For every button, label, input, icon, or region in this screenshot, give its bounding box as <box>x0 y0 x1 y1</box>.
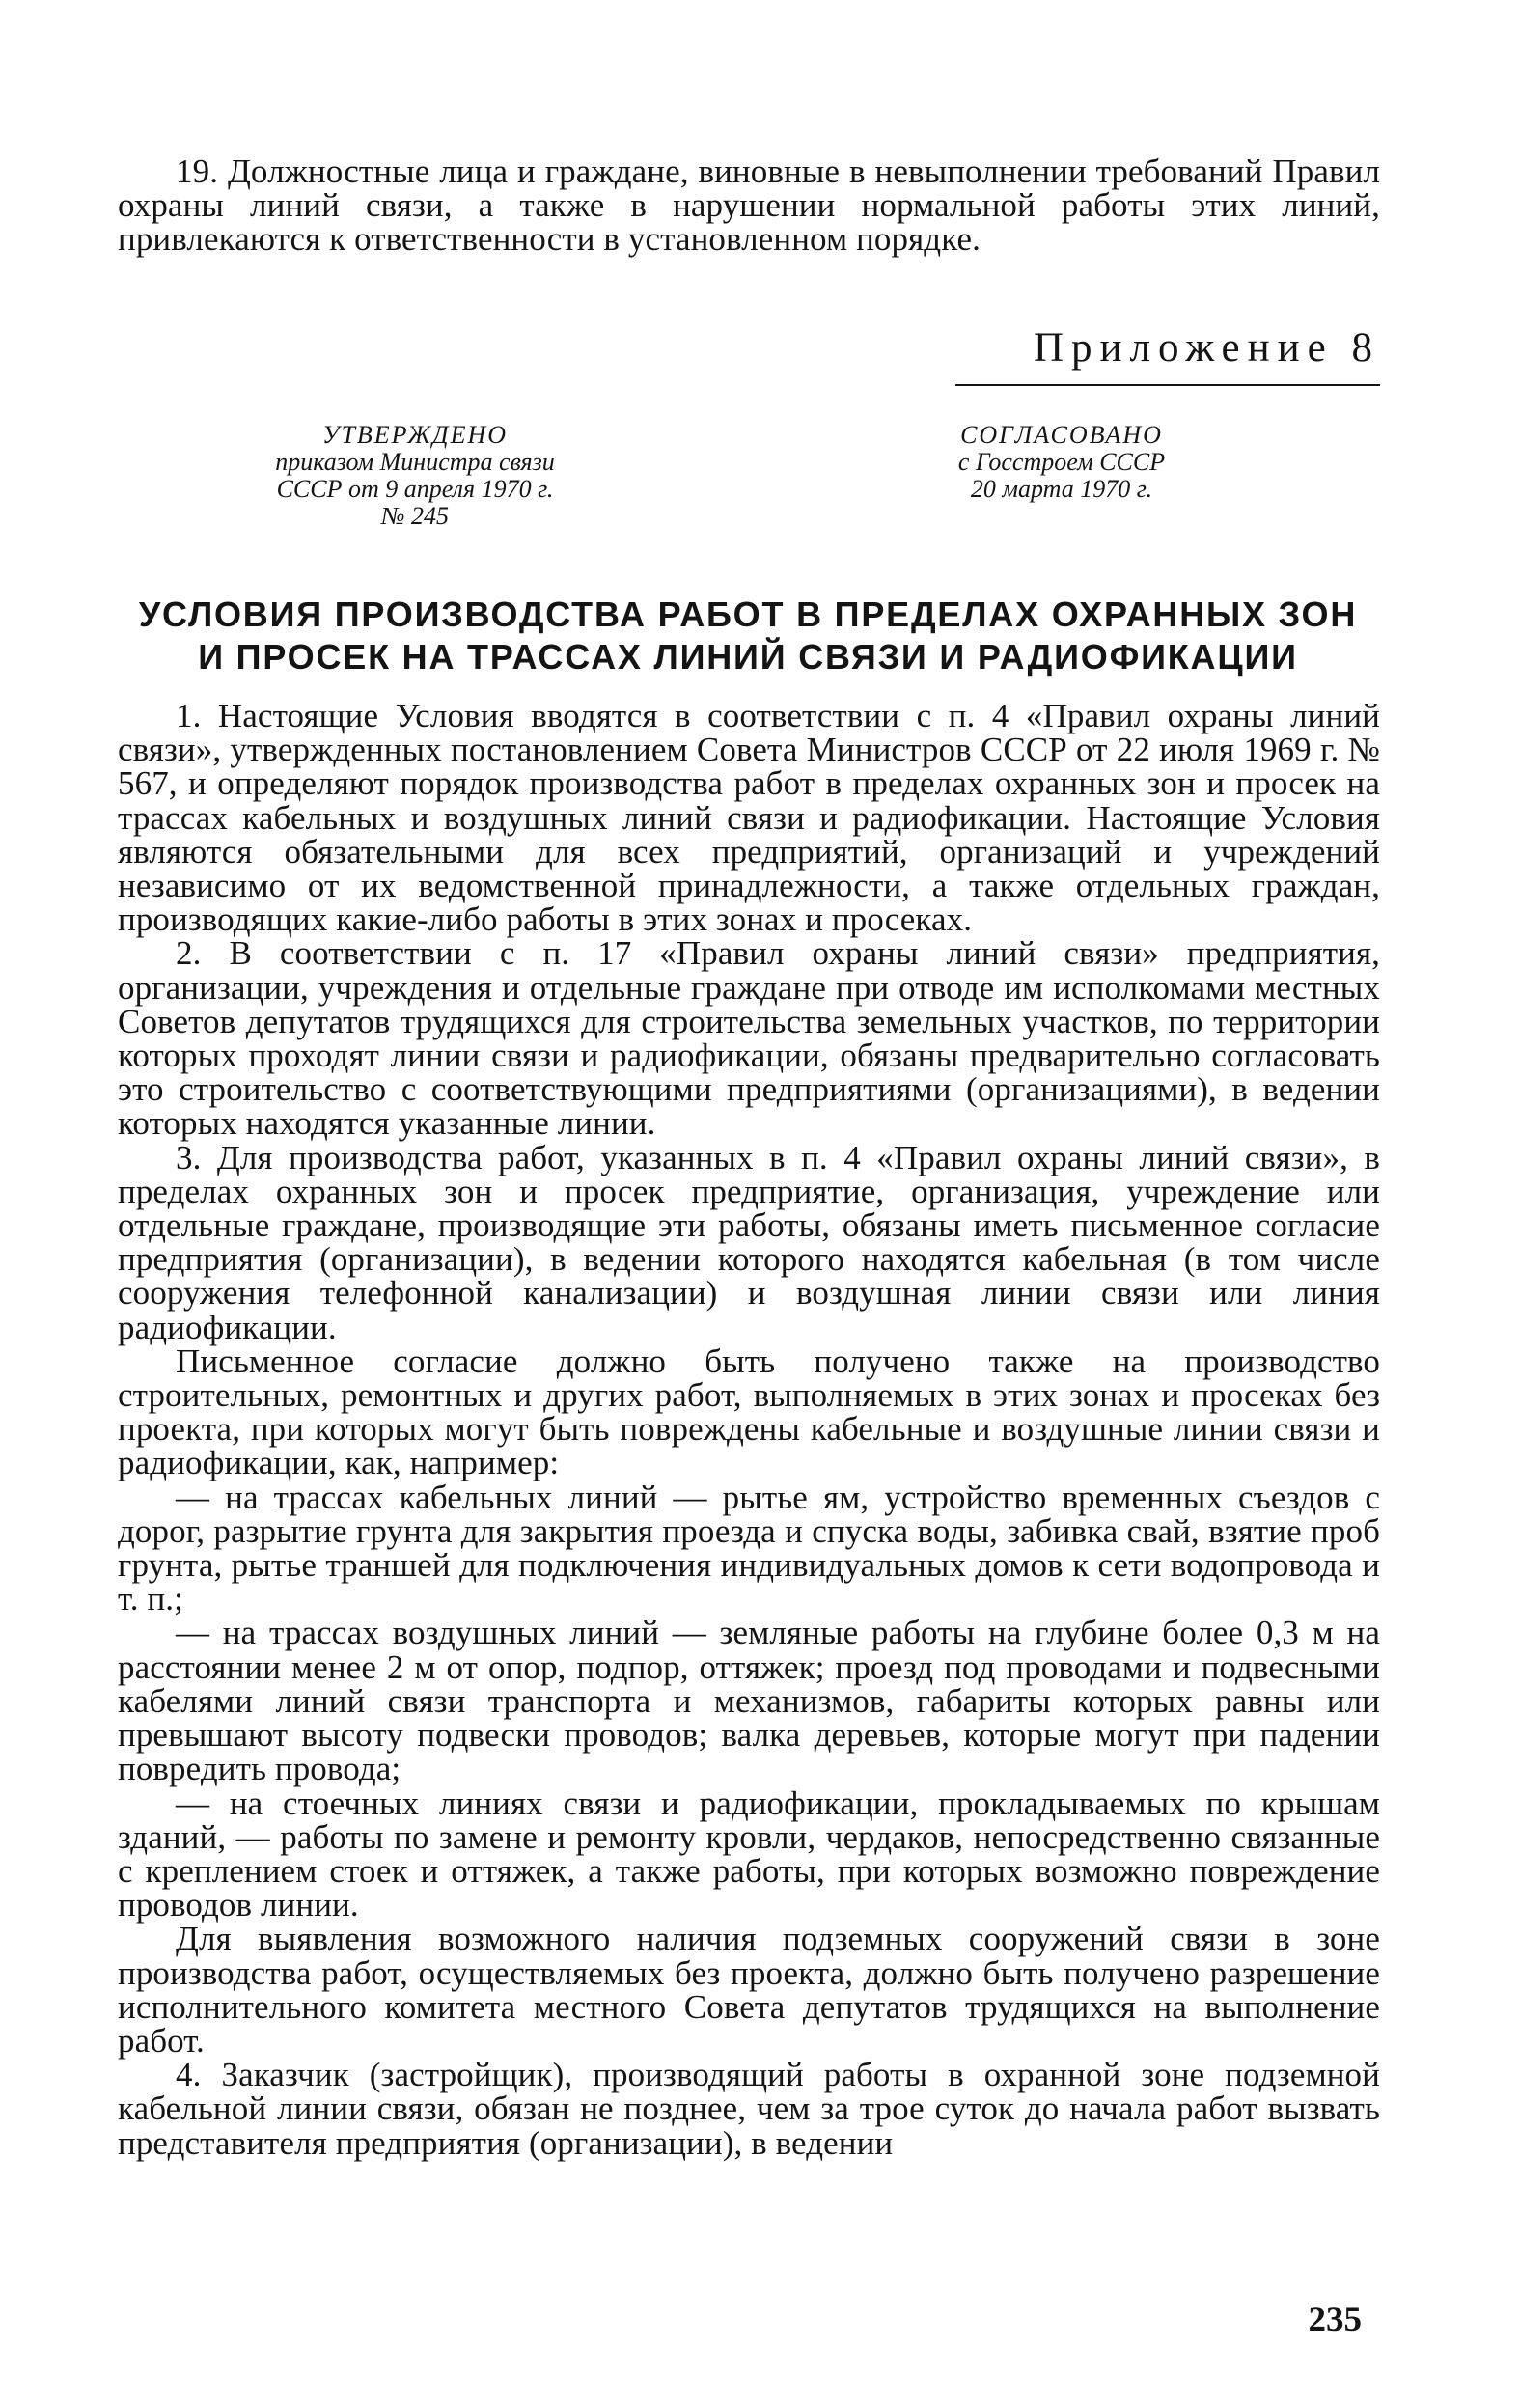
paragraph-4: 4. Заказчик (застройщик), производящий работы в охранной зоне подземной кабельной линии связи, обязан не позднее, чем за трое суток до начала работ вызвать представителя предприятия (организации), в ведении <box>118 2056 1380 2162</box>
list-item-cable-lines: — на трассах кабельных линий — рытье ям, устройство временных съездов с дорог, разрытие грунта для закрытия проезда и спуска воды, забивка свай, взятие проб грунта, рытье траншей для подключения индивидуальных домов к сети водопровода и т. п.; <box>118 1478 1380 1619</box>
appendix-underline <box>955 384 1380 386</box>
document-title <box>106 594 1390 678</box>
agreed-line-1: с Госстроем СССР <box>957 448 1166 476</box>
approved-stamp <box>232 422 598 530</box>
paragraph-3: 3. Для производства работ, указанных в п. 4 «Правил охраны линий связи», в пределах охранных зон и просек предприятие, организация, учреждение или отдельные граждане, производящие эти работы, обязаны иметь письменное согласие предприятия (организации), в ведении которого находятся кабельная (в том числе сооружения телефонной канализации) и воздушная линии связи или линия радиофикации. <box>118 1138 1380 1346</box>
paragraph-1: 1. Настоящие Условия вводятся в соответствии с п. 4 «Правил охраны линий связи», утвержденных постановлением Совета Министров СССР от 22 июля 1969 г. № 567, и определяют порядок производства работ в пределах охранных зон и просек на трассах кабельных и воздушных линий связи и радиофикации. Настоящие Условия являются обязательными для всех предприятий, организаций и учреждений независимо от их ведомственной принадлежности, а также отдельных граждан, производящих какие-либо работы в этих зонах и просеках. <box>118 697 1380 939</box>
paragraph-written-consent: Письменное согласие должно быть получено также на производство строительных, ремонтных и других работ, выполняемых в этих зонах и просеках без проекта, при которых могут быть повреждены кабельные и воздушные линии связи и радиофикации, как, например: <box>118 1342 1380 1482</box>
agreed-line-2: 20 марта 1970 г. <box>970 475 1153 503</box>
body-text <box>118 699 1380 2160</box>
agreed-stamp <box>888 422 1235 503</box>
page-number: 235 <box>1308 2300 1362 2339</box>
paragraph-2: 2. В соответствии с п. 17 «Правил охраны линий связи» предприятия, организации, учреждения и отдельные граждане при отводе им исполкомами местных Советов депутатов трудящихся для строительства земельных участков, по территории которых проходят линии связи и радиофикации, обязаны предварительно согласовать это строительство с соответствующими предприятиями (организациями), в ведении которых находятся указанные линии. <box>118 934 1380 1143</box>
list-item-rooftop-lines: — на стоечных линиях связи и радиофикации, прокладываемых по крышам зданий, — работы по замене и ремонту кровли, чердаков, непосредственно связанные с креплением стоек и оттяжек, а также работы, при которых возможно повреждение проводов линии. <box>118 1784 1380 1924</box>
approved-line-1: приказом Министра связи <box>275 448 555 476</box>
title-line-2: И ПРОСЕК НА ТРАССАХ ЛИНИЙ СВЯЗИ И РАДИОФИКАЦИИ <box>198 637 1298 677</box>
top-paragraph-block <box>118 154 1380 257</box>
approved-line-3: № 245 <box>380 502 449 530</box>
list-item-overhead-lines: — на трассах воздушных линий — земляные работы на глубине более 0,3 м на расстоянии менее 2 м от опор, подпор, оттяжек; проезд под проводами и подвесными кабелями линий связи транспорта и механизмов, габариты которых равны или превышают высоту подвески проводов; валка деревьев, которые могут при падении повредить провода; <box>118 1614 1380 1788</box>
appendix-title: Приложение 8 <box>1033 325 1380 371</box>
title-line-1: УСЛОВИЯ ПРОИЗВОДСТВА РАБОТ В ПРЕДЕЛАХ ОХРАННЫХ ЗОН <box>138 595 1358 634</box>
agreed-heading: СОГЛАСОВАНО <box>960 421 1163 449</box>
paragraph-19: 19. Должностные лица и граждане, виновные в невыполнении требований Правил охраны линий связи, а также в нарушении нормальной работы этих линий, привлекаются к ответственности в установленном порядке. <box>118 152 1380 259</box>
approved-line-2: СССР от 9 апреля 1970 г. <box>276 475 554 503</box>
paragraph-underground-structures: Для выявления возможного наличия подземных сооружений связи в зоне производства работ, осуществляемых без проекта, должно быть получено разрешение исполнительного комитета местного Совета депутатов трудящихся на выполнение работ. <box>118 1920 1380 2060</box>
approved-heading: УТВЕРЖДЕНО <box>321 421 509 449</box>
